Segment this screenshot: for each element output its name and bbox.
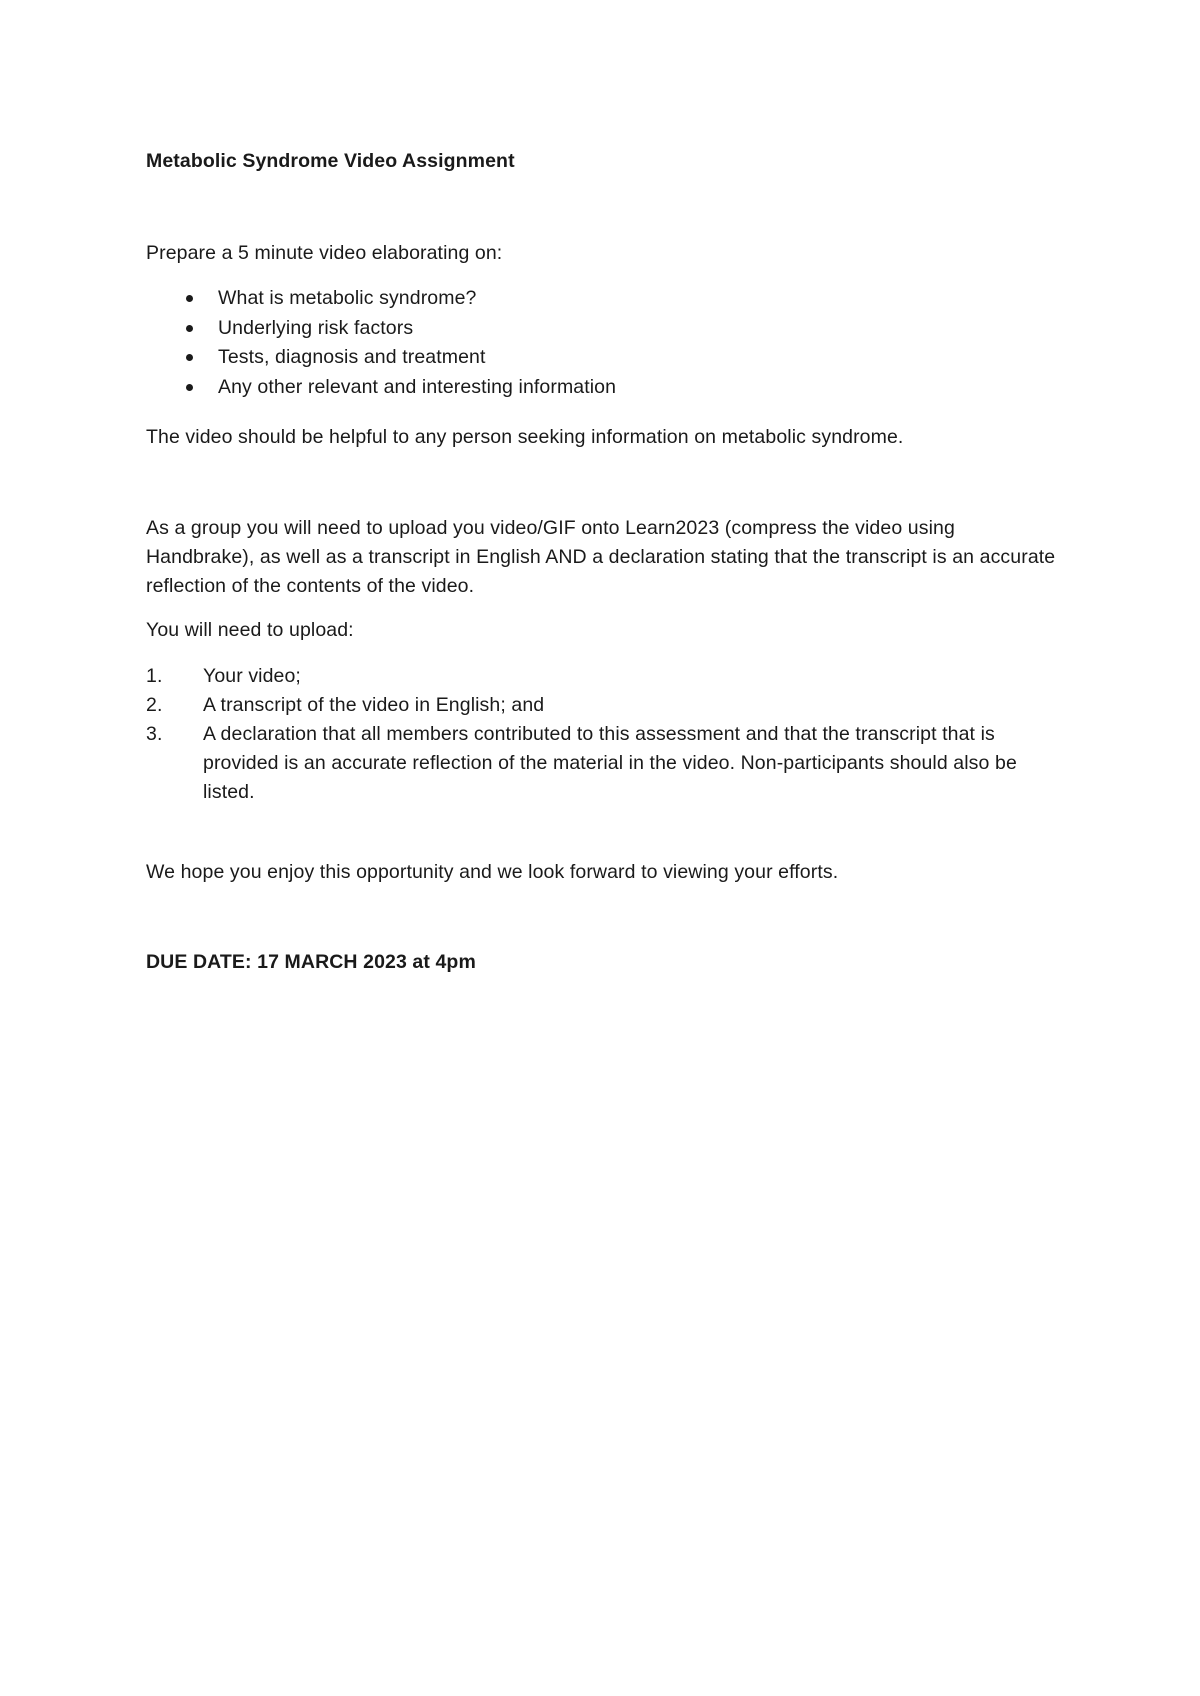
topics-bullet-list (146, 284, 616, 402)
upload-lead-text: You will need to upload: (146, 619, 354, 641)
bullet-item (146, 284, 616, 314)
numbered-item (146, 662, 1066, 691)
document-content (146, 147, 1066, 973)
bullet-text: What is metabolic syndrome? (218, 287, 477, 309)
helpful-note: The video should be helpful to any person seeking information on metabolic syndrome. (146, 426, 904, 448)
bullet-icon (186, 354, 193, 361)
bullet-item (146, 373, 616, 403)
bullet-text: Tests, diagnosis and treatment (218, 346, 486, 368)
numbered-item-text: A declaration that all members contributed to this assessment and that the transcript that is provided is an accurate reflection of the material in the video. Non-participants should also be listed. (203, 723, 1017, 803)
bullet-icon (186, 325, 193, 332)
due-date: DUE DATE: 17 MARCH 2023 at 4pm (146, 951, 476, 973)
upload-numbered-list (146, 662, 1066, 807)
intro-text: Prepare a 5 minute video elaborating on: (146, 242, 503, 264)
group-instructions: As a group you will need to upload you video/GIF onto Learn2023 (compress the video using Handbrake), as well as a transcript in English AND a declaration stating that the transcript is an accurate reflection of the contents of the video. (146, 517, 1056, 597)
document-title: Metabolic Syndrome Video Assignment (146, 150, 515, 172)
bullet-text: Underlying risk factors (218, 316, 414, 339)
numbered-item-text: A transcript of the video in English; and (203, 694, 545, 716)
bullet-text: Any other relevant and interesting information (218, 375, 617, 398)
bullet-icon (186, 295, 193, 302)
bullet-item (146, 343, 616, 373)
list-number: 1. (146, 665, 163, 687)
numbered-item (146, 720, 1066, 807)
bullet-item (146, 314, 616, 344)
numbered-item (146, 691, 1066, 720)
bullet-icon (186, 384, 193, 391)
closing-text: We hope you enjoy this opportunity and we look forward to viewing your efforts. (146, 861, 839, 883)
list-number: 3. (146, 723, 163, 745)
numbered-item-text: Your video; (203, 665, 301, 687)
list-number: 2. (146, 694, 163, 716)
